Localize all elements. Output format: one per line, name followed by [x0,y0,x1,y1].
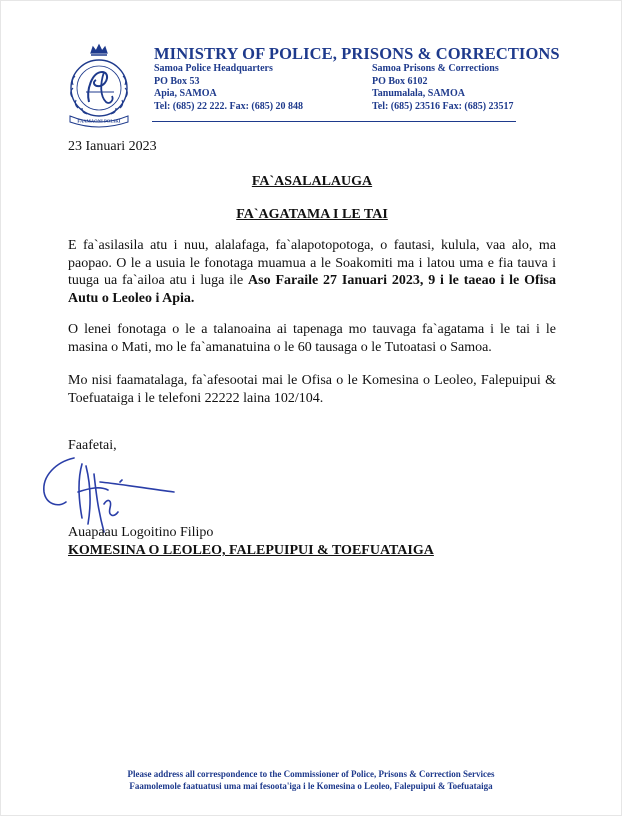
address-line: Apia, SAMOA [154,88,217,100]
address-line: PO Box 6102 [372,75,428,87]
letterhead-divider [152,121,516,122]
police-crest-logo [56,42,142,128]
footer-line-samoan: Faamolemole faatuatusi uma mai fesoota'iga i le Komesina o Leoleo, Falepuipui & Toefuataiga [129,780,493,791]
meeting-datetime-location: Aso Faraile 27 Ianuari 2023, 9 i le taeao i le Ofisa Autu o Leoleo i Apia. [68,273,556,306]
signer-title: KOMESINA O LEOLEO, FALEPUIPUI & TOEFUATAIGA [68,543,434,558]
address-line: PO Box 53 [154,75,200,87]
signer-name: Auapaau Logoitino Filipo [68,525,214,540]
footer-note [0,769,622,792]
paragraph-announcement [68,237,556,307]
address-line: Samoa Prisons & Corrections [372,63,499,74]
address-line: Tel: (685) 23516 Fax: (685) 23517 [372,100,514,112]
address-line: Tanumalala, SAMOA [372,88,465,100]
notice-subheading: FA`AGATAMA I LE TAI [236,207,388,222]
address-line: Samoa Police Headquarters [154,63,273,74]
paragraph-contact: Mo nisi faamatalaga, fa`afesootai mai le Ofisa o le Komesina o Leoleo, Falepuipui & Toefuataiga i le telefoni 22222 laina 102/104. [68,373,556,406]
footer-line-english: Please address all correspondence to the Commissioner of Police, Prisons & Correction Services [127,769,495,779]
paragraph-purpose: O lenei fonotaga o le a talanoaina ai tapenaga mo tauvaga fa`agatama i le tai i le masina o Mati, mo le fa`amanatuina o le 60 tausaga o le Tutoatasi o Samoa. [68,322,556,355]
address-line: Tel: (685) 22 222. Fax: (685) 20 848 [154,100,304,112]
police-hq-address [154,63,303,113]
org-title: MINISTRY OF POLICE, PRISONS & CORRECTIONS [154,44,560,63]
crest-motto: FAAMAONI POLIKI [77,118,121,124]
paragraph-text: E fa`asilasila atu i nuu, alalafaga, fa`alapotopotoga, o fautasi, kulula, vaa alo, ma paopao. O le a usuia le fonotaga muamua a le Soakomiti ma i latou uma e fia tauva i tuuga ua fa`ailoa atu i luga ile [68,238,556,288]
notice-heading: FA`ASALALAUGA [251,174,373,189]
letter-date: 23 Ianuari 2023 [68,139,157,154]
prisons-address [372,63,514,113]
closing-salutation: Faafetai, [68,438,117,453]
